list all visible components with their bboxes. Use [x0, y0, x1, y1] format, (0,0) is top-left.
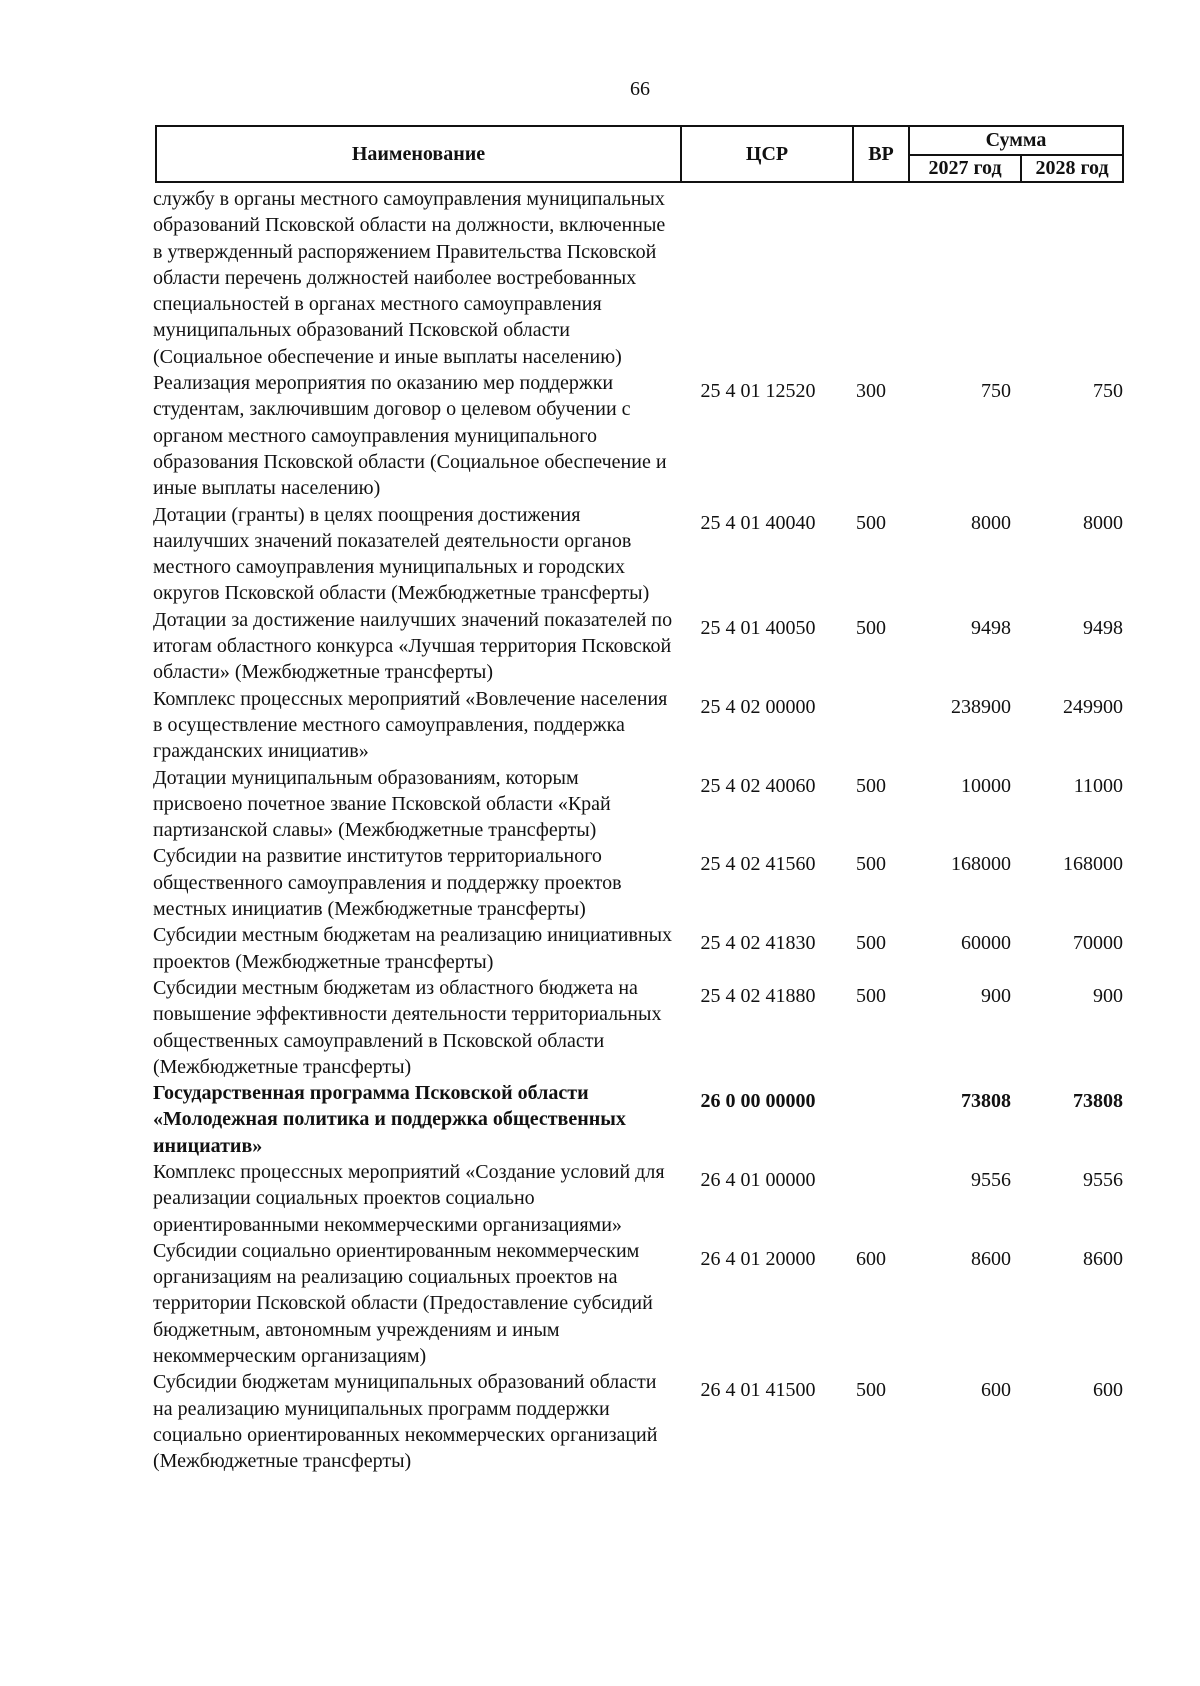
- row-sum-2028: 750: [1093, 380, 1123, 403]
- row-name: Субсидии социально ориентированным некоммерческим организациям на реализацию социальных проектов на территории Псковской области (Предоставление субсидий бюджетным, автономным учреждениям и иным некоммерческим организациям): [153, 1239, 653, 1368]
- row-sum-2027: 238900: [951, 695, 1011, 718]
- row-csr: 26 4 01 00000: [700, 1168, 816, 1191]
- row-sum-2028: 9556: [1083, 1168, 1123, 1191]
- table-row: [153, 686, 1123, 765]
- header-vr: ВР: [853, 126, 909, 182]
- row-csr: 25 4 02 00000: [700, 695, 816, 718]
- row-vr: 500: [856, 853, 886, 876]
- table-row: [153, 975, 1123, 1080]
- row-vr: 500: [856, 1379, 886, 1402]
- row-sum-2027: 73808: [961, 1090, 1011, 1113]
- row-name: Дотации (гранты) в целях поощрения достижения наилучших значений показателей деятельности органов местного самоуправления муниципальных и городских округов Псковской области (Межбюджетные трансферты): [153, 503, 650, 605]
- row-vr: 300: [856, 380, 886, 403]
- header-year-2028: 2028 год: [1021, 155, 1123, 182]
- row-sum-2027: 9498: [971, 616, 1011, 639]
- row-name: Субсидии на развитие институтов территориального общественного самоуправления и поддержку проектов местных инициатив (Межбюджетные трансферты): [153, 845, 622, 921]
- row-sum-2028: 8600: [1083, 1247, 1123, 1270]
- row-csr: 25 4 02 41560: [700, 853, 816, 876]
- row-vr: 600: [856, 1247, 886, 1270]
- page-number: 66: [630, 78, 650, 100]
- row-name: Дотации муниципальным образованиям, которым присвоено почетное звание Псковской области «Край партизанской славы» (Межбюджетные трансферты): [153, 766, 611, 842]
- header-sum: Сумма: [909, 126, 1123, 155]
- row-csr: 26 4 01 41500: [700, 1379, 816, 1402]
- row-sum-2028: 600: [1093, 1379, 1123, 1402]
- table-row: [153, 186, 1123, 370]
- header-name: Наименование: [156, 126, 681, 182]
- row-sum-2028: 9498: [1083, 616, 1123, 639]
- row-sum-2028: 11000: [1073, 774, 1123, 797]
- table-row: [153, 765, 1123, 844]
- row-csr: 25 4 01 40050: [700, 616, 816, 639]
- row-sum-2028: 73808: [1073, 1090, 1123, 1113]
- table-row: [153, 1238, 1123, 1369]
- row-csr: 25 4 02 40060: [700, 774, 816, 797]
- table-body: [153, 186, 1123, 1475]
- row-vr: 500: [856, 984, 886, 1007]
- row-vr: [843, 686, 899, 694]
- row-sum-2027: 750: [981, 380, 1011, 403]
- row-csr: 25 4 02 41830: [700, 932, 816, 955]
- row-sum-2027: 168000: [951, 853, 1011, 876]
- row-sum-2027: 600: [981, 1379, 1011, 1402]
- row-name: Субсидии бюджетам муниципальных образований области на реализацию муниципальных программ поддержки социально ориентированных некоммерческих организаций (Межбюджетные трансферты): [153, 1371, 658, 1473]
- row-sum-2027: 8000: [971, 511, 1011, 534]
- row-name: Реализация мероприятия по оказанию мер поддержки студентам, заключившим договор о целевом обучении с органом местного самоуправления муниципального образования Псковской области (Социальное обеспечение и иные выплаты населению): [153, 372, 667, 500]
- row-sum-2027: 8600: [971, 1247, 1011, 1270]
- row-csr: 25 4 01 12520: [700, 380, 816, 403]
- table-header: [155, 125, 1124, 183]
- row-vr: 500: [856, 616, 886, 639]
- row-name: Комплекс процессных мероприятий «Вовлечение населения в осуществление местного самоуправления, поддержка гражданских инициатив»: [153, 687, 668, 763]
- row-csr: 25 4 01 40040: [700, 511, 816, 534]
- row-name: Комплекс процессных мероприятий «Создание условий для реализации социальных проектов социально ориентированными некоммерческими организациями»: [153, 1160, 665, 1236]
- table-row: [153, 502, 1123, 607]
- row-sum-2027: 10000: [961, 774, 1011, 797]
- row-sum-2028: 900: [1093, 984, 1123, 1007]
- row-vr: 500: [856, 774, 886, 797]
- row-csr: 26 0 00 00000: [700, 1090, 816, 1113]
- row-sum-2028: 249900: [1063, 695, 1123, 718]
- row-vr: [843, 1159, 899, 1167]
- header-year-2027: 2027 год: [909, 155, 1021, 182]
- row-name: Дотации за достижение наилучших значений показателей по итогам областного конкурса «Лучшая территория Псковской области» (Межбюджетные трансферты): [153, 608, 673, 684]
- header-csr: ЦСР: [681, 126, 853, 182]
- row-vr: 500: [856, 511, 886, 534]
- table-row: [153, 370, 1123, 501]
- table-row: [153, 1369, 1123, 1474]
- row-sum-2028: 70000: [1073, 932, 1123, 955]
- row-name: Государственная программа Псковской области «Молодежная политика и поддержка общественных инициатив»: [153, 1082, 626, 1157]
- row-sum-2027: 9556: [971, 1168, 1011, 1191]
- row-sum-2027: 900: [981, 984, 1011, 1007]
- table-row: [153, 607, 1123, 686]
- table-row: [153, 843, 1123, 922]
- table-row: [153, 1159, 1123, 1238]
- row-name: службу в органы местного самоуправления муниципальных образований Псковской области на должности, включенные в утвержденный распоряжением Правительства Псковской области перечень должностей наиболее востребованных специальностей в органах местного самоуправления муниципальных образований Псковской области (Социальное обеспечение и иные выплаты населению): [153, 188, 666, 368]
- row-csr: 26 4 01 20000: [700, 1247, 816, 1270]
- table-row: [153, 1080, 1123, 1159]
- row-vr: [843, 1080, 899, 1088]
- row-csr: 25 4 02 41880: [700, 984, 816, 1007]
- row-sum-2028: 168000: [1063, 853, 1123, 876]
- row-name: Субсидии местным бюджетам на реализацию инициативных проектов (Межбюджетные трансферты): [153, 924, 673, 973]
- row-vr: 500: [856, 932, 886, 955]
- table-row: [153, 922, 1123, 975]
- row-name: Субсидии местным бюджетам из областного бюджета на повышение эффективности деятельности территориальных общественных самоуправлений в Псковской области (Межбюджетные трансферты): [153, 976, 662, 1078]
- row-sum-2027: 60000: [961, 932, 1011, 955]
- row-sum-2028: 8000: [1083, 511, 1123, 534]
